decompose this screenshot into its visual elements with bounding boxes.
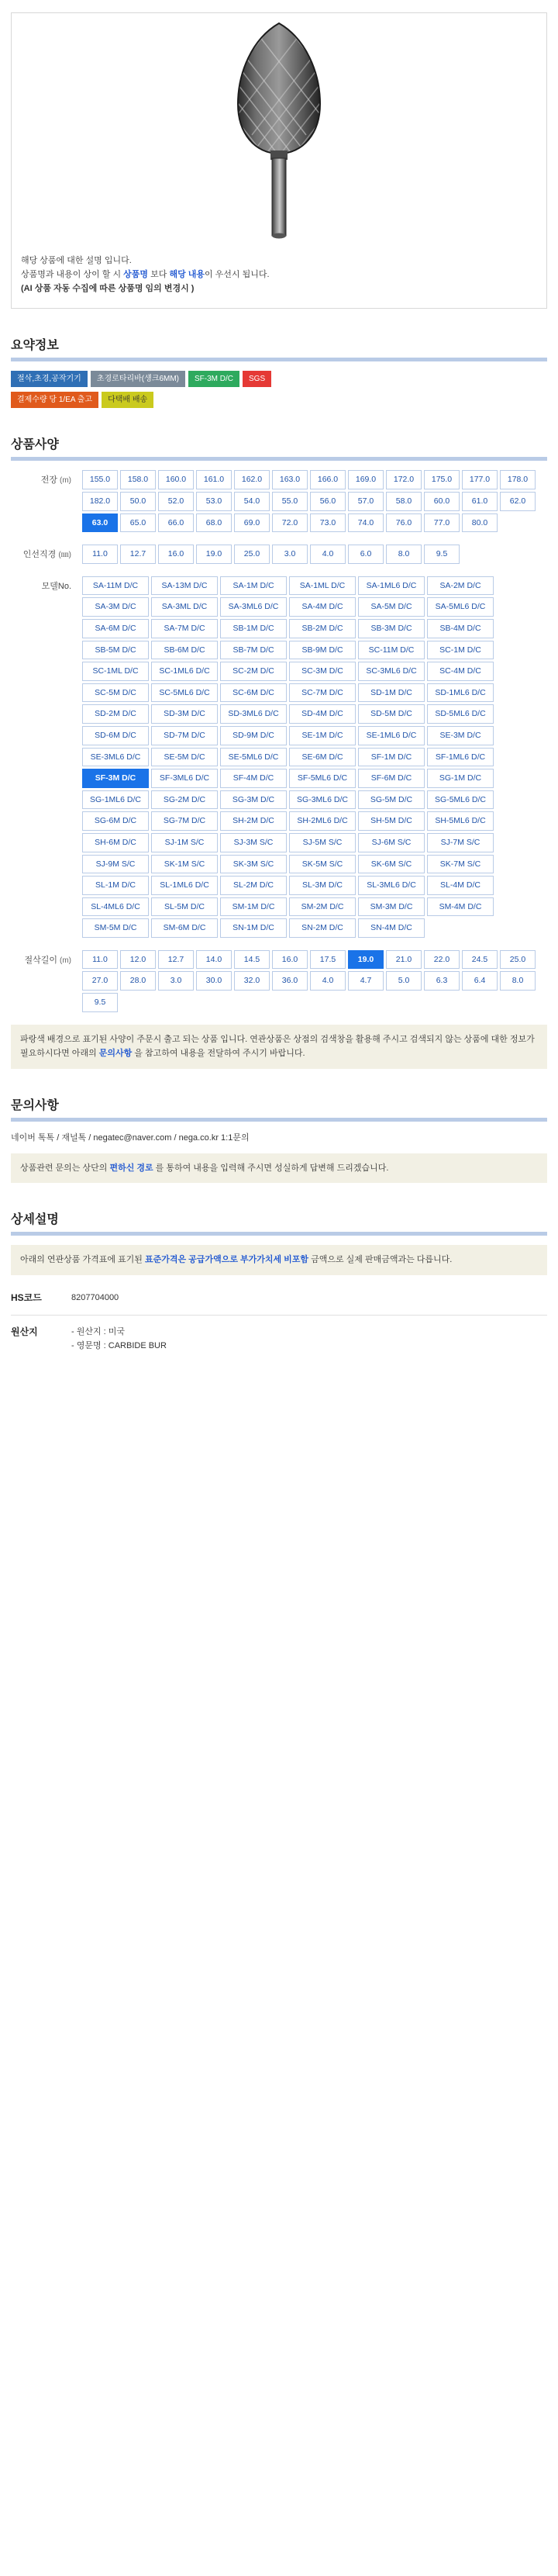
spec-row-label: 인선직경 (㎜) <box>22 550 71 560</box>
summary-badges <box>11 371 547 387</box>
spec-chip[interactable]: 11.0 <box>82 545 118 564</box>
spec-row-label: 전장 (m) <box>40 475 71 486</box>
spec-chip[interactable]: SJ-7M S/C <box>427 833 494 852</box>
status-badge: 절삭,초경,공작기기 <box>11 371 88 387</box>
spec-chip[interactable]: SD-1M D/C <box>358 683 425 703</box>
product-page <box>0 12 558 1389</box>
spec-chip[interactable]: SG-6M D/C <box>82 811 149 831</box>
spec-chip[interactable]: SC-11M D/C <box>358 641 425 660</box>
spec-chip[interactable]: SA-1ML D/C <box>289 576 356 596</box>
spec-chip[interactable]: SC-1ML D/C <box>82 662 149 681</box>
spec-chip[interactable]: SL-5M D/C <box>151 897 218 917</box>
spec-chip[interactable]: SM-6M D/C <box>151 918 218 938</box>
spec-chip[interactable]: SC-4M D/C <box>427 662 494 681</box>
inquiry-band-highlight: 편하신 경로 <box>109 1163 153 1173</box>
inquiry-band-pre: 상품관련 문의는 상단의 <box>20 1163 110 1173</box>
spec-chip[interactable]: SE-1M D/C <box>289 726 356 745</box>
spec-chip[interactable]: SH-5M D/C <box>358 811 425 831</box>
spec-chip[interactable]: SB-7M D/C <box>220 641 287 660</box>
inquiry-divider <box>11 1118 547 1122</box>
spec-chip[interactable]: SD-5ML6 D/C <box>427 704 494 724</box>
spec-chip[interactable]: 160.0 <box>158 470 194 489</box>
description-line-2-pre: 상품명과 내용이 상이 할 시 <box>21 270 124 280</box>
spec-chip[interactable]: 6.3 <box>424 971 460 991</box>
spec-chip[interactable]: 73.0 <box>310 513 346 533</box>
spec-chip[interactable]: 27.0 <box>82 971 118 991</box>
spec-chip[interactable]: SK-1M S/C <box>151 855 218 874</box>
spec-chip[interactable]: SC-6M D/C <box>220 683 287 703</box>
spec-chip-group <box>82 545 547 564</box>
spec-chip[interactable]: SG-5M D/C <box>358 790 425 810</box>
bottom-spacer <box>11 1358 547 1389</box>
spec-note-pre: 파랑색 배경으로 표기된 사양이 주문시 출고 되는 상품 입니다. 연관상품은 상점의 검색창을 활용해 주시고 검색되지 않는 상품에 대한 정보가 필요하시다면 아래의 <box>20 1034 535 1059</box>
spec-note-post: 을 참고하여 내용을 전달하여 주시기 바랍니다. <box>132 1049 305 1059</box>
spec-chip[interactable]: SF-5ML6 D/C <box>289 769 356 788</box>
status-badge: SGS <box>243 371 271 387</box>
spec-chip[interactable]: SH-2M D/C <box>220 811 287 831</box>
spec-chip[interactable]: SB-5M D/C <box>82 641 149 660</box>
spec-chip-group <box>82 950 547 1012</box>
detail-band-highlight: 표준가격은 공급가액으로 부가가치세 비포함 <box>145 1255 309 1265</box>
status-badge: 결제수량 당 1/EA 출고 <box>11 392 98 408</box>
spec-chip[interactable]: SL-3M D/C <box>289 876 356 895</box>
spec-chip[interactable]: 74.0 <box>348 513 384 533</box>
spec-row <box>11 545 547 564</box>
spec-chip[interactable]: 66.0 <box>158 513 194 533</box>
spec-chip[interactable]: SJ-1M S/C <box>151 833 218 852</box>
spec-chip[interactable]: SC-3M D/C <box>289 662 356 681</box>
description-highlight-product-name: 상품명 <box>123 270 149 280</box>
spec-chip[interactable]: 52.0 <box>158 492 194 511</box>
spec-chip[interactable]: SB-6M D/C <box>151 641 218 660</box>
spec-chip[interactable]: SH-2ML6 D/C <box>289 811 356 831</box>
spec-divider <box>11 457 547 461</box>
spec-chip[interactable]: SE-3M D/C <box>427 726 494 745</box>
spec-chip[interactable]: 69.0 <box>234 513 270 533</box>
spec-chip[interactable]: 50.0 <box>120 492 156 511</box>
spec-chip[interactable]: 9.5 <box>82 993 118 1012</box>
hs-code-label: HS코드 <box>11 1292 42 1304</box>
spec-title: 상품사양 <box>11 438 59 452</box>
spec-chip[interactable]: 8.0 <box>500 971 536 991</box>
spec-row <box>11 576 547 938</box>
spec-chip[interactable]: SM-5M D/C <box>82 918 149 938</box>
spec-chip[interactable]: SE-3ML6 D/C <box>82 748 149 767</box>
spec-chip[interactable]: SL-3ML6 D/C <box>358 876 425 895</box>
spec-chip[interactable]: SG-2M D/C <box>151 790 218 810</box>
spec-chip[interactable]: 12.7 <box>120 545 156 564</box>
spec-chip[interactable]: 32.0 <box>234 971 270 991</box>
origin-country: - 원산지 : 미국 <box>71 1326 126 1336</box>
spec-chip[interactable]: SE-5ML6 D/C <box>220 748 287 767</box>
spec-chip[interactable]: 3.0 <box>158 971 194 991</box>
description-line-2-post: 이 우선시 됩니다. <box>205 270 270 280</box>
spec-chip[interactable]: 22.0 <box>424 950 460 970</box>
spec-chip[interactable]: SG-3M D/C <box>220 790 287 810</box>
spec-chip[interactable]: 11.0 <box>82 950 118 970</box>
spec-chip[interactable]: 161.0 <box>196 470 232 489</box>
spec-chip[interactable]: 162.0 <box>234 470 270 489</box>
spec-chip[interactable]: 21.0 <box>386 950 422 970</box>
spec-chip[interactable]: 60.0 <box>424 492 460 511</box>
spec-chip[interactable]: 28.0 <box>120 971 156 991</box>
product-image <box>12 13 546 246</box>
spec-chip[interactable]: SA-3ML D/C <box>151 597 218 617</box>
spec-chip[interactable]: 16.0 <box>158 545 194 564</box>
spec-chip[interactable]: 24.5 <box>462 950 498 970</box>
spec-chip[interactable]: 155.0 <box>82 470 118 489</box>
spec-chip[interactable]: SM-2M D/C <box>289 897 356 917</box>
spec-chip[interactable]: 19.0 <box>196 545 232 564</box>
spec-chip[interactable]: SL-4ML6 D/C <box>82 897 149 917</box>
spec-row-label: 모델No. <box>41 581 71 591</box>
spec-chip[interactable]: 12.7 <box>158 950 194 970</box>
spec-chip[interactable]: SG-3ML6 D/C <box>289 790 356 810</box>
detail-band <box>11 1245 547 1275</box>
spec-chip[interactable]: 14.0 <box>196 950 232 970</box>
spec-chip[interactable]: 163.0 <box>272 470 308 489</box>
spec-chip[interactable]: SA-6M D/C <box>82 619 149 638</box>
spec-chip[interactable]: 68.0 <box>196 513 232 533</box>
spec-chip[interactable]: 9.5 <box>424 545 460 564</box>
spec-chip[interactable]: SN-1M D/C <box>220 918 287 938</box>
spec-chip[interactable]: SA-4M D/C <box>289 597 356 617</box>
spec-chip[interactable]: SC-7M D/C <box>289 683 356 703</box>
description-highlight-content: 해당 내용 <box>169 270 205 280</box>
description-line-2-mid: 보다 <box>148 270 170 280</box>
detail-band-post: 금액으로 실제 판매금액과는 다릅니다. <box>308 1255 453 1265</box>
spec-chip[interactable]: 30.0 <box>196 971 232 991</box>
spec-chip[interactable]: 12.0 <box>120 950 156 970</box>
spec-chip[interactable]: SB-9M D/C <box>289 641 356 660</box>
spec-chip[interactable]: SK-5M S/C <box>289 855 356 874</box>
spec-chip[interactable]: SB-4M D/C <box>427 619 494 638</box>
spec-chip[interactable]: SF-4M D/C <box>220 769 287 788</box>
spec-chip[interactable]: SJ-9M S/C <box>82 855 149 874</box>
spec-chip[interactable]: SL-2M D/C <box>220 876 287 895</box>
hs-info <box>11 1286 547 1358</box>
spec-chip[interactable]: 16.0 <box>272 950 308 970</box>
spec-row-label: 절삭길이 (m) <box>24 955 71 965</box>
spec-chip[interactable]: 58.0 <box>386 492 422 511</box>
spec-chip[interactable]: 4.0 <box>310 545 346 564</box>
spec-chip[interactable]: 62.0 <box>500 492 536 511</box>
spec-chip[interactable]: 3.0 <box>272 545 308 564</box>
spec-chip[interactable]: SL-1M D/C <box>82 876 149 895</box>
spec-chip[interactable]: SC-5M D/C <box>82 683 149 703</box>
spec-rows <box>11 470 547 1011</box>
status-badge: SF-3M D/C <box>188 371 239 387</box>
spec-chip[interactable]: SB-1M D/C <box>220 619 287 638</box>
spec-chip[interactable]: 25.0 <box>500 950 536 970</box>
spec-chip[interactable]: 61.0 <box>462 492 498 511</box>
spec-chip[interactable]: 65.0 <box>120 513 156 533</box>
inquiry-band <box>11 1153 547 1184</box>
spec-row <box>11 470 547 532</box>
origin-value <box>71 1325 547 1354</box>
spec-chip[interactable]: 55.0 <box>272 492 308 511</box>
spec-chip[interactable]: 172.0 <box>386 470 422 489</box>
spec-chip[interactable]: SG-1M D/C <box>427 769 494 788</box>
spec-row <box>11 950 547 1012</box>
status-badge: 초경로타리바(섕크6MM) <box>91 371 185 387</box>
spec-chip[interactable]: 5.0 <box>386 971 422 991</box>
inquiry-title: 문의사항 <box>11 1099 59 1113</box>
spec-chip[interactable]: 77.0 <box>424 513 460 533</box>
spec-chip[interactable]: SJ-5M S/C <box>289 833 356 852</box>
spec-chip[interactable]: 4.7 <box>348 971 384 991</box>
spec-chip[interactable]: SD-2M D/C <box>82 704 149 724</box>
spec-chip[interactable]: SD-9M D/C <box>220 726 287 745</box>
summary-title: 요약정보 <box>11 339 59 353</box>
spec-chip[interactable]: SD-3M D/C <box>151 704 218 724</box>
spec-chip[interactable]: SK-6M S/C <box>358 855 425 874</box>
spec-note-link[interactable]: 문의사항 <box>98 1049 133 1059</box>
spec-chip[interactable]: SA-11M D/C <box>82 576 149 596</box>
spec-chip[interactable]: SA-1M D/C <box>220 576 287 596</box>
spec-chip[interactable]: 6.4 <box>462 971 498 991</box>
detail-divider <box>11 1232 547 1236</box>
spec-chip[interactable]: SG-1ML6 D/C <box>82 790 149 810</box>
spec-chip[interactable]: SM-1M D/C <box>220 897 287 917</box>
spec-chip[interactable]: SK-7M S/C <box>427 855 494 874</box>
inquiry-channels: 네이버 톡톡 / 재널톡 / negatec@naver.com / nega.co.kr 1:1문의 <box>11 1133 250 1143</box>
spec-chip[interactable]: SC-2M D/C <box>220 662 287 681</box>
spec-chip[interactable]: SD-5M D/C <box>358 704 425 724</box>
spec-chip[interactable]: SB-3M D/C <box>358 619 425 638</box>
spec-chip[interactable]: 72.0 <box>272 513 308 533</box>
spec-chip[interactable]: 6.0 <box>348 545 384 564</box>
spec-chip[interactable]: 56.0 <box>310 492 346 511</box>
spec-chip[interactable]: SA-3M D/C <box>82 597 149 617</box>
spec-chip[interactable]: SE-5M D/C <box>151 748 218 767</box>
description-line-1: 해당 상품에 대한 설명 입니다. <box>21 256 132 265</box>
spec-chip[interactable]: SD-4M D/C <box>289 704 356 724</box>
spec-chip[interactable]: SC-1M D/C <box>427 641 494 660</box>
spec-chip[interactable]: SD-6M D/C <box>82 726 149 745</box>
spec-chip[interactable]: SF-1M D/C <box>358 748 425 767</box>
spec-chip[interactable]: SA-5M D/C <box>358 597 425 617</box>
spec-chip[interactable]: 4.0 <box>310 971 346 991</box>
spec-chip[interactable]: SC-1ML6 D/C <box>151 662 218 681</box>
spec-chip[interactable]: SF-6M D/C <box>358 769 425 788</box>
spec-chip[interactable]: SA-5ML6 D/C <box>427 597 494 617</box>
summary-badges-row2 <box>11 392 547 408</box>
spec-chip[interactable]: SA-13M D/C <box>151 576 218 596</box>
spec-chip-selected[interactable]: SF-3M D/C <box>82 769 149 788</box>
detail-band-pre: 아래의 연관상품 가격표에 표기된 <box>20 1255 145 1265</box>
spec-chip[interactable]: SJ-3M S/C <box>220 833 287 852</box>
hs-code-row <box>11 1286 547 1310</box>
spec-chip[interactable]: 182.0 <box>82 492 118 511</box>
description-line-2 <box>21 268 537 282</box>
spec-chip[interactable]: SD-3ML6 D/C <box>220 704 287 724</box>
spec-chip[interactable]: SB-2M D/C <box>289 619 356 638</box>
spec-chip[interactable]: SA-2M D/C <box>427 576 494 596</box>
origin-label: 원산지 <box>11 1326 38 1337</box>
spec-chip[interactable]: SF-1ML6 D/C <box>427 748 494 767</box>
spec-chip[interactable]: SF-3ML6 D/C <box>151 769 218 788</box>
spec-chip[interactable]: SG-7M D/C <box>151 811 218 831</box>
spec-chip[interactable]: 177.0 <box>462 470 498 489</box>
spec-chip[interactable]: SM-3M D/C <box>358 897 425 917</box>
product-description <box>12 246 546 308</box>
spec-chip-group <box>82 576 547 938</box>
spec-chip[interactable]: 178.0 <box>500 470 536 489</box>
spec-chip[interactable]: SG-5ML6 D/C <box>427 790 494 810</box>
detail-title: 상세설명 <box>11 1213 59 1227</box>
spec-chip[interactable]: 14.5 <box>234 950 270 970</box>
spec-chip[interactable]: SC-5ML6 D/C <box>151 683 218 703</box>
origin-row <box>11 1320 547 1358</box>
spec-chip[interactable]: 36.0 <box>272 971 308 991</box>
spec-chip[interactable]: SH-5ML6 D/C <box>427 811 494 831</box>
hs-code-value: 8207704000 <box>71 1293 119 1303</box>
spec-chip[interactable]: 166.0 <box>310 470 346 489</box>
spec-chip[interactable]: SL-1ML6 D/C <box>151 876 218 895</box>
spec-chip[interactable]: SE-6M D/C <box>289 748 356 767</box>
spec-chip[interactable]: 17.5 <box>310 950 346 970</box>
spec-chip[interactable]: SH-6M D/C <box>82 833 149 852</box>
spec-chip[interactable]: 175.0 <box>424 470 460 489</box>
spec-chip[interactable]: 8.0 <box>386 545 422 564</box>
description-line-3: (AI 상품 자동 수집에 따른 상품명 임의 변경시 ) <box>21 284 195 294</box>
spec-chip[interactable]: 25.0 <box>234 545 270 564</box>
spec-chip-group <box>82 470 547 532</box>
summary-divider <box>11 358 547 361</box>
spec-chip[interactable]: SA-3ML6 D/C <box>220 597 287 617</box>
spec-chip[interactable]: 54.0 <box>234 492 270 511</box>
spec-chip[interactable]: SD-1ML6 D/C <box>427 683 494 703</box>
spec-chip[interactable]: SE-1ML6 D/C <box>358 726 425 745</box>
spec-note <box>11 1025 547 1069</box>
spec-chip[interactable]: 169.0 <box>348 470 384 489</box>
spec-chip[interactable]: SK-3M S/C <box>220 855 287 874</box>
spec-chip[interactable]: 57.0 <box>348 492 384 511</box>
product-image-card <box>11 12 547 309</box>
spec-chip-selected[interactable]: 19.0 <box>348 950 384 970</box>
spec-chip[interactable]: SC-3ML6 D/C <box>358 662 425 681</box>
status-badge: 다택배 배송 <box>102 392 153 408</box>
spec-chip-selected[interactable]: 63.0 <box>82 513 118 533</box>
spec-chip[interactable]: SN-2M D/C <box>289 918 356 938</box>
spec-chip[interactable]: SL-4M D/C <box>427 876 494 895</box>
spec-chip[interactable]: SM-4M D/C <box>427 897 494 917</box>
spec-chip[interactable]: 80.0 <box>462 513 498 533</box>
spec-chip[interactable]: 76.0 <box>386 513 422 533</box>
inquiry-band-post: 를 통하여 내용을 입력해 주시면 성실하게 답변해 드리겠습니다. <box>153 1163 389 1173</box>
spec-chip[interactable]: 158.0 <box>120 470 156 489</box>
spec-chip[interactable]: 53.0 <box>196 492 232 511</box>
spec-chip[interactable]: SN-4M D/C <box>358 918 425 938</box>
spec-chip[interactable]: SA-1ML6 D/C <box>358 576 425 596</box>
spec-chip[interactable]: SD-7M D/C <box>151 726 218 745</box>
divider <box>11 1315 547 1316</box>
spec-chip[interactable]: SJ-6M S/C <box>358 833 425 852</box>
origin-english-name: - 영문명 : CARBIDE BUR <box>71 1341 167 1351</box>
spec-chip[interactable]: SA-7M D/C <box>151 619 218 638</box>
carbide-bur-illustration <box>190 17 368 242</box>
